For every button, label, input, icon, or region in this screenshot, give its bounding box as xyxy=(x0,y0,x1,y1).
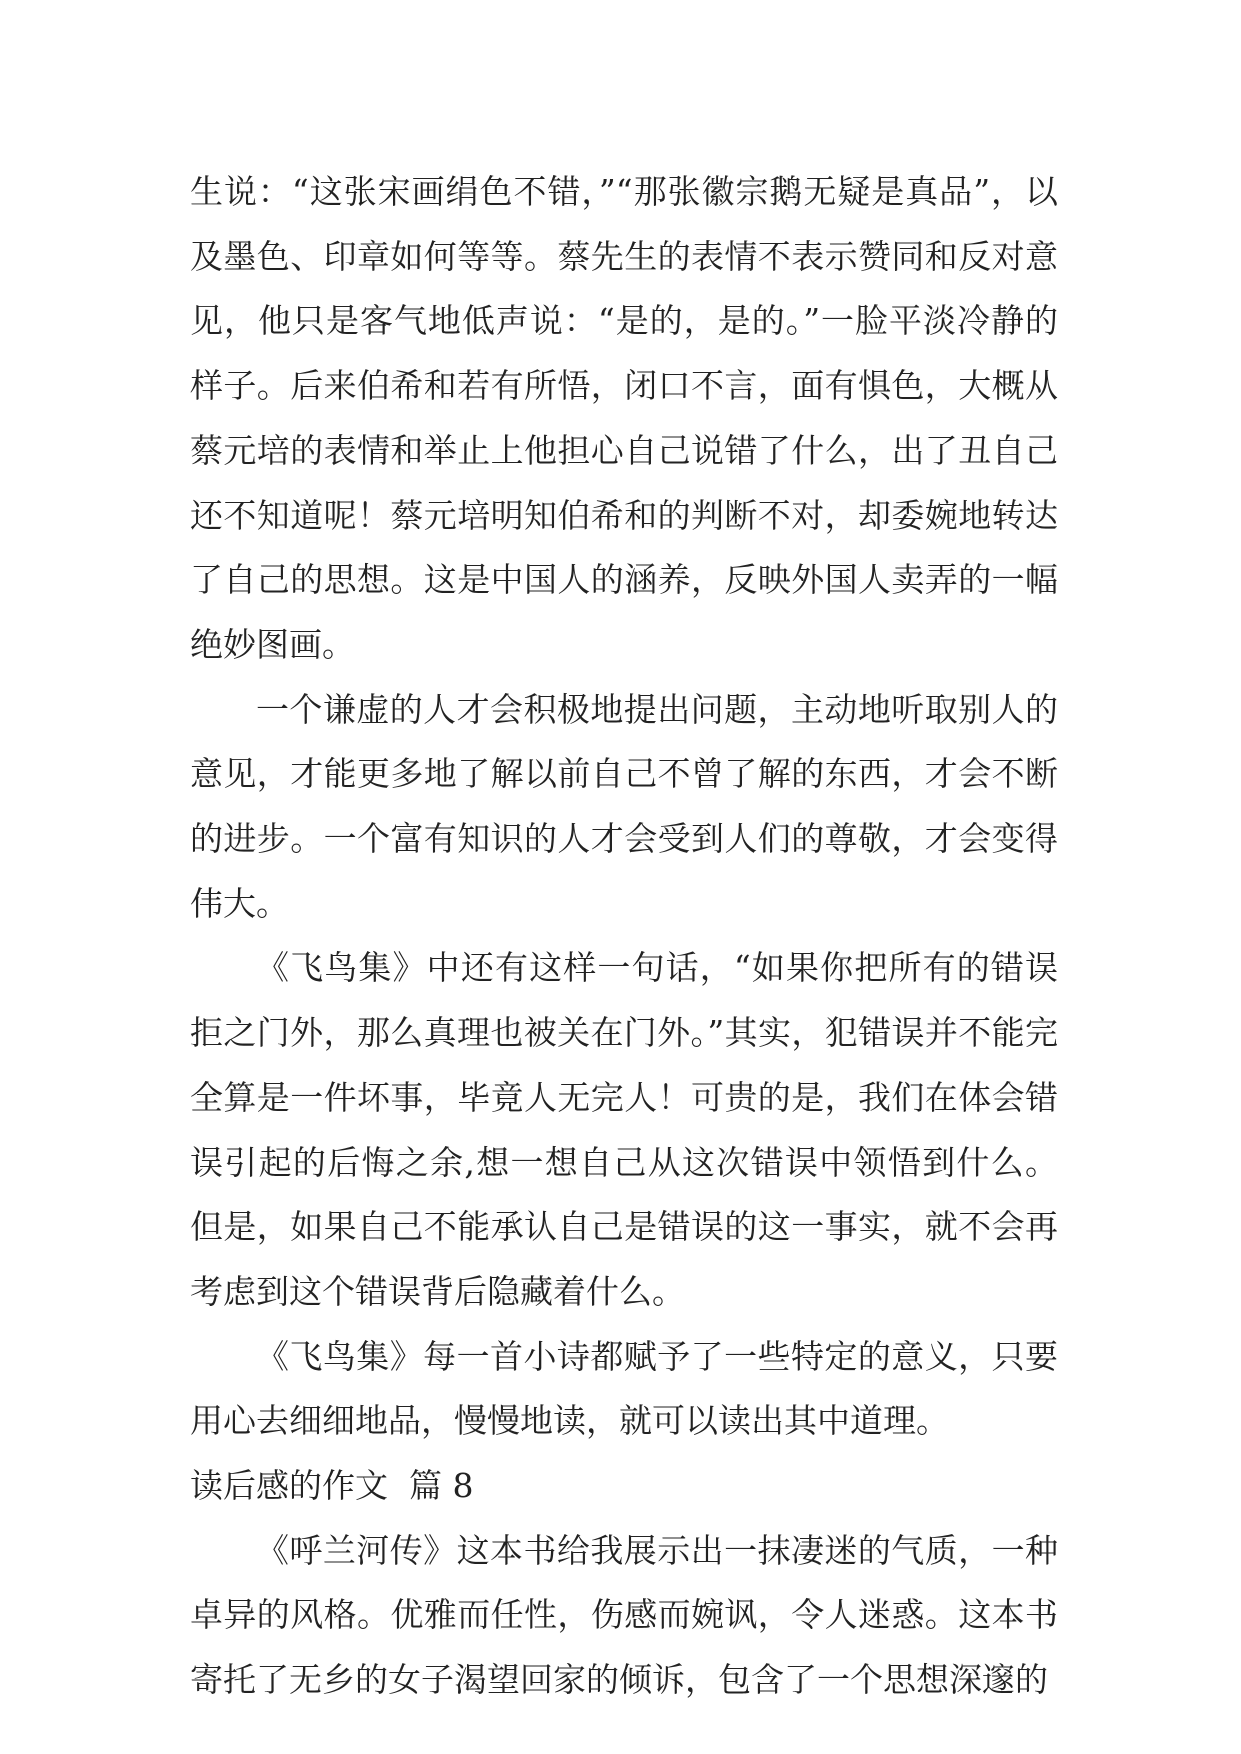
document-body xyxy=(190,160,1058,1713)
paragraph: 《呼兰河传》这本书给我展示出一抹凄迷的气质，一种卓异的风格。优雅而任性，伤感而婉讽，令人迷惑。这本书寄托了无乡的女子渴望回家的倾诉，包含了一个思想深邃的 xyxy=(190,1530,1058,1700)
paragraph: 一个谦虚的人才会积极地提出问题，主动地听取别人的意见，才能更多地了解以前自己不曾了解的东西，才会不断的进步。一个富有知识的人才会受到人们的尊敬，才会变得伟大。 xyxy=(190,689,1058,923)
paragraph: 《飞鸟集》中还有这样一句话，“如果你把所有的错误拒之门外，那么真理也被关在门外。”其实，犯错误并不能完全算是一件坏事，毕竟人无完人！可贵的是，我们在体会错误引起的后悔之余,想一想自己从这次错误中领悟到什么。但是，如果自己不能承认自己是错误的这一事实，就不会再考虑到这个错误背后隐藏着什么。 xyxy=(190,948,1058,1311)
section-heading: 读后感的作文 篇 8 xyxy=(190,1466,474,1506)
paragraph: 《飞鸟集》每一首小诗都赋予了一些特定的意义，只要用心去细细地品，慢慢地读，就可以读出其中道理。 xyxy=(190,1336,1058,1441)
paragraph: 生说：“这张宋画绢色不错，”“那张徽宗鹅无疑是真品”，以及墨色、印章如何等等。蔡先生的表情不表示赞同和反对意见，他只是客气地低声说：“是的，是的。”一脸平淡冷静的样子。后来伯希和若有所悟，闭口不言，面有惧色，大概从蔡元培的表情和举止上他担心自己说错了什么，出了丑自己还不知道呢！蔡元培明知伯希和的判断不对，却委婉地转达了自己的思想。这是中国人的涵养，反映外国人卖弄的一幅绝妙图画。 xyxy=(190,172,1058,664)
